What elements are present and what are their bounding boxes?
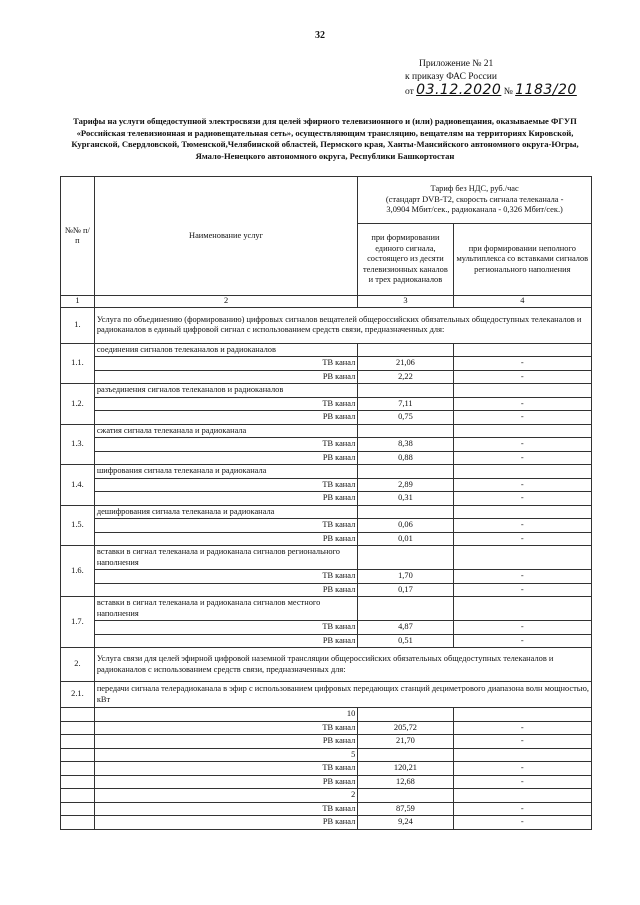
item-number: 1.2. xyxy=(61,384,95,425)
power-empty-col4 xyxy=(453,748,591,762)
colnum-1: 1 xyxy=(61,296,95,308)
rv-channel-tariff-single: 12,68 xyxy=(358,775,453,789)
power-row-empty-col1 xyxy=(61,775,95,789)
rv-channel-tariff-partial: - xyxy=(453,634,591,648)
item-tv-channel-row xyxy=(61,438,592,452)
rv-channel-label: РВ канал xyxy=(94,492,357,506)
header-tariff-line1: Тариф без НДС, руб./час xyxy=(430,184,519,194)
section-text: Услуга по объединению (формированию) цифровых сигналов вещателей общероссийских обязательных общедоступных телеканалов и радиоканалов в единый цифровой сигнал с использованием средств связи, предназначенных для: xyxy=(94,307,591,343)
rv-channel-label: РВ канал xyxy=(94,816,357,830)
item-rv-channel-row xyxy=(61,370,592,384)
tv-channel-tariff-partial: - xyxy=(453,721,591,735)
page-number: 32 xyxy=(315,30,325,41)
tv-channel-label: ТВ канал xyxy=(94,721,357,735)
section-row xyxy=(61,307,592,343)
tv-channel-tariff-partial: - xyxy=(453,570,591,584)
item-rv-channel-row xyxy=(61,634,592,648)
rv-channel-label: РВ канал xyxy=(94,532,357,546)
power-tv-channel-row xyxy=(61,762,592,776)
tv-channel-tariff-partial: - xyxy=(453,478,591,492)
item-tv-channel-row xyxy=(61,397,592,411)
tv-channel-tariff-partial: - xyxy=(453,621,591,635)
power-row-empty-col1 xyxy=(61,721,95,735)
tv-channel-tariff-single: 4,87 xyxy=(358,621,453,635)
item-title: вставки в сигнал телеканала и радиоканала сигналов регионального наполнения xyxy=(94,546,357,570)
power-tv-channel-row xyxy=(61,802,592,816)
item-number: 1.5. xyxy=(61,505,95,546)
power-row-empty-col1 xyxy=(61,735,95,749)
tv-channel-tariff-single: 120,21 xyxy=(358,762,453,776)
item-tv-channel-row xyxy=(61,519,592,533)
rv-channel-tariff-single: 0,31 xyxy=(358,492,453,506)
tv-channel-tariff-single: 21,06 xyxy=(358,357,453,371)
document-title: Тарифы на услуги общедоступной электросвязи для целей эфирного телевизионного и (или) радиовещания, оказываемые ФГУП «Российская телевизионная и радиовещательная сеть», осуществляющим трансляцию, вещателям на территориях Кировской, Курганской, Свердловской, Тюменской,Челябинской областей, Пермского края, Ханты-Мансийского автономного округа-Югры, Ямало-Ненецкого автономного округа, Республики Башкортостан xyxy=(71,116,579,161)
order-number: 1183/20 xyxy=(515,82,577,98)
rv-channel-label: РВ канал xyxy=(94,634,357,648)
item-number: 1.7. xyxy=(61,597,95,648)
tv-channel-label: ТВ канал xyxy=(94,802,357,816)
section-text: Услуга связи для целей эфирной цифровой наземной трансляции общероссийских обязательных общедоступных телеканалов и радиоканалов с использованием средств связи, предназначенных для: xyxy=(94,648,591,682)
appendix-block xyxy=(405,58,577,99)
item-title-empty-col3 xyxy=(358,343,453,357)
header-tariff-line3: 3,0904 Мбит/сек., радиоканала - 0,326 Мбит/сек.) xyxy=(386,205,563,215)
tv-channel-tariff-single: 0,06 xyxy=(358,519,453,533)
item-number: 1.4. xyxy=(61,465,95,506)
tv-channel-label: ТВ канал xyxy=(94,621,357,635)
rv-channel-tariff-partial: - xyxy=(453,735,591,749)
item-title-empty-col3 xyxy=(358,597,453,621)
item-title: передачи сигнала телерадиоканала в эфир с использованием цифровых передающих станций дециметрового диапазона волн мощностью, кВт xyxy=(94,682,591,708)
tv-channel-tariff-partial: - xyxy=(453,357,591,371)
item-title-empty-col4 xyxy=(453,546,591,570)
item-title-row xyxy=(61,465,592,479)
rv-channel-tariff-partial: - xyxy=(453,411,591,425)
tv-channel-label: ТВ канал xyxy=(94,397,357,411)
item-title-empty-col4 xyxy=(453,505,591,519)
rv-channel-tariff-partial: - xyxy=(453,775,591,789)
item-number: 1.1. xyxy=(61,343,95,384)
tv-channel-tariff-single: 8,38 xyxy=(358,438,453,452)
item-rv-channel-row xyxy=(61,583,592,597)
item-title-empty-col4 xyxy=(453,597,591,621)
item-title: сжатия сигнала телеканала и радиоканала xyxy=(94,424,357,438)
power-empty-col4 xyxy=(453,789,591,803)
item-title: шифрования сигнала телеканала и радиоканала xyxy=(94,465,357,479)
item-number: 1.3. xyxy=(61,424,95,465)
item-tv-channel-row xyxy=(61,621,592,635)
colnum-4: 4 xyxy=(453,296,591,308)
rv-channel-label: РВ канал xyxy=(94,735,357,749)
tv-channel-tariff-single: 1,70 xyxy=(358,570,453,584)
item-rv-channel-row xyxy=(61,411,592,425)
order-date: 03.12.2020 xyxy=(416,82,502,98)
header-num: №№ п/п xyxy=(61,177,95,296)
item-2-1-title-row xyxy=(61,682,592,708)
rv-channel-tariff-partial: - xyxy=(453,816,591,830)
rv-channel-tariff-single: 0,01 xyxy=(358,532,453,546)
item-title-empty-col4 xyxy=(453,424,591,438)
item-rv-channel-row xyxy=(61,492,592,506)
item-title: соединения сигналов телеканалов и радиоканалов xyxy=(94,343,357,357)
power-tv-channel-row xyxy=(61,721,592,735)
appendix-line2: к приказу ФАС России xyxy=(405,72,497,82)
tv-channel-tariff-partial: - xyxy=(453,438,591,452)
power-rv-channel-row xyxy=(61,775,592,789)
power-empty-col3 xyxy=(358,748,453,762)
rv-channel-tariff-single: 0,17 xyxy=(358,583,453,597)
rv-channel-label: РВ канал xyxy=(94,775,357,789)
item-title-row xyxy=(61,546,592,570)
tv-channel-tariff-single: 87,59 xyxy=(358,802,453,816)
power-rv-channel-row xyxy=(61,816,592,830)
section-number: 1. xyxy=(61,307,95,343)
section-number: 2. xyxy=(61,648,95,682)
rv-channel-label: РВ канал xyxy=(94,411,357,425)
rv-channel-tariff-single: 0,88 xyxy=(358,451,453,465)
tv-channel-tariff-partial: - xyxy=(453,762,591,776)
tv-channel-tariff-partial: - xyxy=(453,519,591,533)
rv-channel-tariff-single: 0,75 xyxy=(358,411,453,425)
power-value: 2 xyxy=(94,789,357,803)
tv-channel-label: ТВ канал xyxy=(94,570,357,584)
item-title-row xyxy=(61,597,592,621)
item-title-empty-col3 xyxy=(358,546,453,570)
tv-channel-tariff-partial: - xyxy=(453,802,591,816)
rv-channel-tariff-partial: - xyxy=(453,583,591,597)
rv-channel-tariff-partial: - xyxy=(453,451,591,465)
appendix-line1: Приложение № 21 xyxy=(419,59,494,69)
header-tariff-line2: (стандарт DVB-T2, скорость сигнала телеканала - xyxy=(385,194,564,204)
rv-channel-tariff-single: 9,24 xyxy=(358,816,453,830)
tariff-table xyxy=(60,176,592,830)
power-empty-col1 xyxy=(61,748,95,762)
number-prefix: № xyxy=(503,87,513,97)
item-title-row xyxy=(61,384,592,398)
tv-channel-label: ТВ канал xyxy=(94,438,357,452)
item-rv-channel-row xyxy=(61,451,592,465)
power-empty-col1 xyxy=(61,789,95,803)
item-number: 1.6. xyxy=(61,546,95,597)
power-row xyxy=(61,748,592,762)
power-value: 5 xyxy=(94,748,357,762)
power-empty-col1 xyxy=(61,708,95,722)
date-prefix: от xyxy=(405,87,414,97)
item-title-empty-col3 xyxy=(358,424,453,438)
item-title-empty-col3 xyxy=(358,384,453,398)
item-title-empty-col4 xyxy=(453,465,591,479)
header-col3: при формировании единого сигнала, состоящего из десяти телевизионных каналов и трех радиоканалов xyxy=(358,224,453,296)
rv-channel-label: РВ канал xyxy=(94,370,357,384)
power-row-empty-col1 xyxy=(61,816,95,830)
item-tv-channel-row xyxy=(61,357,592,371)
item-title-row xyxy=(61,424,592,438)
power-row xyxy=(61,789,592,803)
item-tv-channel-row xyxy=(61,570,592,584)
item-title-row xyxy=(61,505,592,519)
tv-channel-label: ТВ канал xyxy=(94,478,357,492)
rv-channel-tariff-partial: - xyxy=(453,532,591,546)
item-rv-channel-row xyxy=(61,532,592,546)
colnum-2: 2 xyxy=(94,296,357,308)
colnum-3: 3 xyxy=(358,296,453,308)
power-empty-col3 xyxy=(358,789,453,803)
table-header-row xyxy=(61,177,592,224)
header-col4: при формировании неполного мультиплекса со вставками сигналов регионального наполнения xyxy=(453,224,591,296)
tv-channel-tariff-single: 7,11 xyxy=(358,397,453,411)
item-title-empty-col3 xyxy=(358,505,453,519)
tv-channel-tariff-single: 2,89 xyxy=(358,478,453,492)
rv-channel-tariff-partial: - xyxy=(453,492,591,506)
tv-channel-tariff-single: 205,72 xyxy=(358,721,453,735)
header-tariff xyxy=(358,177,592,224)
rv-channel-tariff-partial: - xyxy=(453,370,591,384)
power-empty-col3 xyxy=(358,708,453,722)
rv-channel-tariff-single: 21,70 xyxy=(358,735,453,749)
item-title: разъединения сигналов телеканалов и радиоканалов xyxy=(94,384,357,398)
power-row-empty-col1 xyxy=(61,802,95,816)
rv-channel-label: РВ канал xyxy=(94,583,357,597)
power-value: 10 xyxy=(94,708,357,722)
rv-channel-tariff-single: 0,51 xyxy=(358,634,453,648)
column-numbers-row xyxy=(61,296,592,308)
item-title-empty-col4 xyxy=(453,343,591,357)
tv-channel-tariff-partial: - xyxy=(453,397,591,411)
power-rv-channel-row xyxy=(61,735,592,749)
header-name: Наименование услуг xyxy=(94,177,357,296)
item-title-row xyxy=(61,343,592,357)
tv-channel-label: ТВ канал xyxy=(94,357,357,371)
item-title-empty-col4 xyxy=(453,384,591,398)
rv-channel-tariff-single: 2,22 xyxy=(358,370,453,384)
tv-channel-label: ТВ канал xyxy=(94,762,357,776)
item-number: 2.1. xyxy=(61,682,95,708)
rv-channel-label: РВ канал xyxy=(94,451,357,465)
tv-channel-label: ТВ канал xyxy=(94,519,357,533)
item-title: дешифрования сигнала телеканала и радиоканала xyxy=(94,505,357,519)
power-row-empty-col1 xyxy=(61,762,95,776)
item-tv-channel-row xyxy=(61,478,592,492)
item-title-empty-col3 xyxy=(358,465,453,479)
section-row xyxy=(61,648,592,682)
item-title: вставки в сигнал телеканала и радиоканала сигналов местного наполнения xyxy=(94,597,357,621)
power-empty-col4 xyxy=(453,708,591,722)
power-row xyxy=(61,708,592,722)
